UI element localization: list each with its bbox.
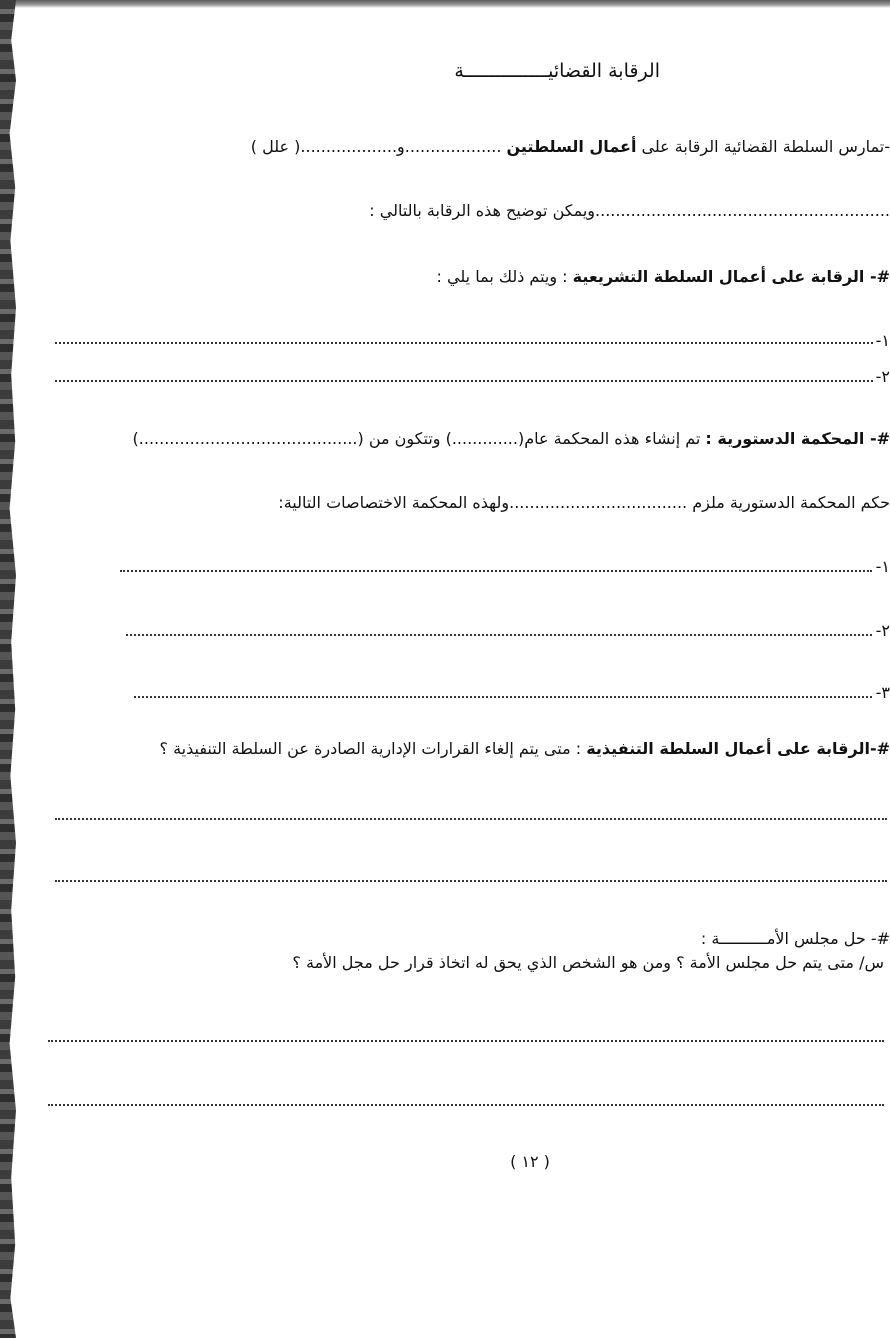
court-line-2: حكم المحكمة الدستورية ملزم ...................................ولهذه المحكمة الاختصاصات التالية: xyxy=(278,493,890,512)
assembly-question: س/ متى يتم حل مجلس الأمة ؟ ومن هو الشخص الذي يحق له اتخاذ قرار حل مجل الأمة ؟ xyxy=(292,953,884,972)
exec-heading xyxy=(160,738,890,760)
answer-line xyxy=(55,880,887,882)
scan-top-edge xyxy=(0,0,890,8)
exec-heading-tail: : متى يتم إلغاء القرارات الإدارية الصادرة عن السلطة التنفيذية ؟ xyxy=(159,739,587,758)
intro-tail: ...................و...................( علل ) xyxy=(250,137,507,156)
answer-line xyxy=(134,696,872,698)
legislative-item-1-label: ١- xyxy=(875,331,890,350)
page-number: ( ١٢ ) xyxy=(510,1152,550,1171)
legislative-heading xyxy=(437,266,890,288)
answer-line xyxy=(48,1104,884,1106)
court-heading-bold: #- المحكمة الدستورية : xyxy=(705,429,890,448)
court-item-1-label: ١- xyxy=(875,557,890,576)
court-item-3-label: ٣- xyxy=(875,683,890,702)
answer-line xyxy=(120,570,872,572)
intro-line xyxy=(251,136,890,158)
answer-line xyxy=(48,1040,884,1042)
legislative-heading-tail: : ويتم ذلك بما يلي : xyxy=(436,267,573,286)
answer-line xyxy=(126,634,872,636)
page-title: الرقابة القضائيـــــــــــــــة xyxy=(454,60,660,82)
court-heading-tail: تم إنشاء هذه المحكمة عام(.............) وتتكون من (...........................................) xyxy=(132,429,706,448)
intro-line-2: ..........................................................ويمكن توضيح هذه الرقابة بالتالي : xyxy=(369,201,890,220)
legislative-item-2-label: ٢- xyxy=(875,367,890,386)
exec-heading-bold: #-الرقابة على أعمال السلطة التنفيذية xyxy=(586,739,890,758)
intro-bold: أعمال السلطتين xyxy=(506,137,637,156)
scan-left-edge xyxy=(0,0,16,1338)
answer-line xyxy=(55,380,873,382)
court-item-2-label: ٢- xyxy=(875,621,890,640)
intro-text: -تمارس السلطة القضائية الرقابة على xyxy=(636,137,890,156)
legislative-heading-bold: #- الرقابة على أعمال السلطة التشريعية xyxy=(572,267,890,286)
answer-line xyxy=(55,342,873,344)
answer-line xyxy=(55,818,887,820)
assembly-heading: #- حل مجلس الأمــــــــــة : xyxy=(700,929,890,948)
court-heading xyxy=(133,428,890,450)
